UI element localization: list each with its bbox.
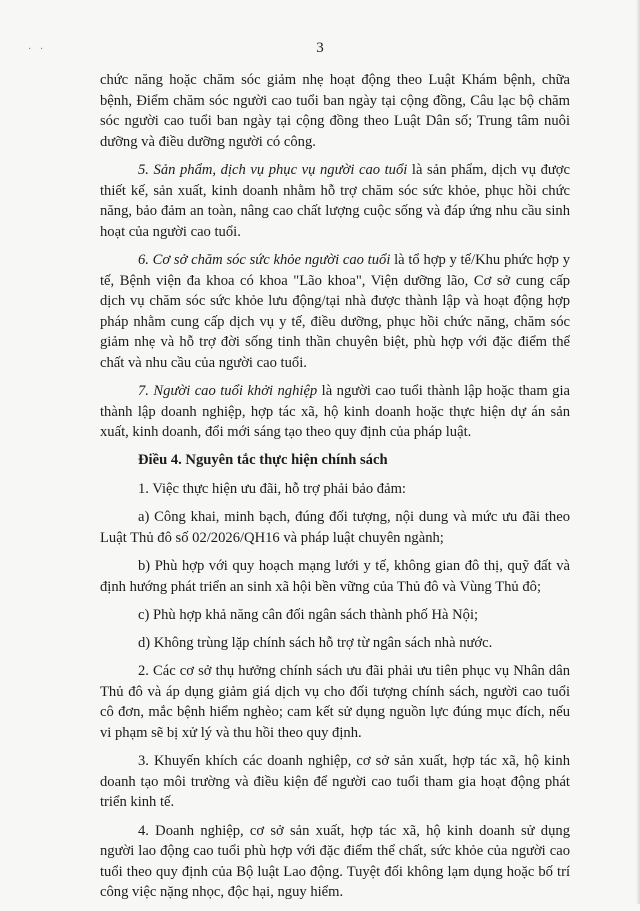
scan-edge-shadow [636,0,640,904]
clause-1b: b) Phù hợp với quy hoạch mạng lưới y tế, không gian đô thị, quỹ đất và định hướng phát triển an sinh xã hội bền vững của Thủ đô và Vùng Thủ đô; [100,558,570,595]
clause-1: 1. Việc thực hiện ưu đãi, hỗ trợ phải bảo đảm: [138,481,406,498]
clause-1c: c) Phù hợp khả năng cân đối ngân sách thành phố Hà Nội; [138,606,479,623]
definition-term: 5. Sản phẩm, dịch vụ phục vụ người cao tuổi [138,161,408,178]
paragraph-continuation: chức năng hoặc chăm sóc giảm nhẹ hoạt động theo Luật Khám bệnh, chữa bệnh, Điểm chăm sóc người cao tuổi ban ngày tại cộng đồng, Câu lạc bộ chăm sóc người cao tuổi ban ngày tại cộng đồng theo Luật Dân số; Trung tâm nuôi dưỡng và điều dưỡng người có công. [100,72,570,150]
article-4-heading: Điều 4. Nguyên tắc thực hiện chính sách [138,452,388,469]
clause-1a: a) Công khai, minh bạch, đúng đối tượng, nội dung và mức ưu đãi theo Luật Thủ đô số 02/2026/QH16 và pháp luật chuyên ngành; [100,509,570,546]
page-number: 3 [316,40,324,56]
definition-term: 7. Người cao tuổi khởi nghiệp [138,383,318,400]
definition-7 [100,381,570,443]
definition-5 [100,160,570,242]
clause-4: 4. Doanh nghiệp, cơ sở sản xuất, hợp tác xã, hộ kinh doanh sử dụng người lao động cao tuổi phù hợp với đặc điểm thể chất, sức khỏe của người cao tuổi theo quy định của Bộ luật Lao động. Tuyệt đối không lạm dụng hoặc bố trí công việc nặng nhọc, độc hại, nguy hiểm. [100,822,570,901]
clause-1d: d) Không trùng lặp chính sách hỗ trợ từ ngân sách nhà nước. [138,635,493,651]
scan-speck: · · [28,44,47,55]
clause-3: 3. Khuyến khích các doanh nghiệp, cơ sở sản xuất, hợp tác xã, hộ kinh doanh tạo môi trường và điều kiện để người cao tuổi tham gia hoạt động phát triển kinh tế. [100,753,570,811]
definition-text: là người cao tuổi thành lập hoặc tham gia thành lập doanh nghiệp, hợp tác xã, hộ kinh doanh hoặc thực hiện dự án sản xuất, kinh doanh, đổi mới sáng tạo theo quy định của pháp luật. [100,383,570,441]
definition-text: là sản phẩm, dịch vụ được thiết kế, sản xuất, kinh doanh nhằm hỗ trợ chăm sóc sức khỏe, phục hồi chức năng, bảo đảm an toàn, nâng cao chất lượng cuộc sống và đáp ứng nhu cầu sinh hoạt của người cao tuổi. [100,161,570,240]
definition-term: 6. Cơ sở chăm sóc sức khỏe người cao tuổi [138,251,391,268]
document-body [100,70,570,911]
definition-6 [100,250,570,374]
clause-2: 2. Các cơ sở thụ hưởng chính sách ưu đãi phải ưu tiên phục vụ Nhân dân Thủ đô và áp dụng giảm giá dịch vụ cho đối tượng chính sách, người cao tuổi cô đơn, mắc bệnh hiểm nghèo; cam kết sử dụng nguồn lực đúng mục đích, nếu vi phạm sẽ bị xử lý và thu hồi theo quy định. [100,663,570,741]
definition-text: là tổ hợp y tế/Khu phức hợp y tế, Bệnh viện đa khoa có khoa "Lão khoa", Viện dưỡng lão, Cơ sở cung cấp dịch vụ chăm sóc sức khỏe lưu động/tại nhà được thành lập và hoạt động hợp pháp nhằm cung cấp dịch vụ y tế, điều dưỡng, phục hồi chức năng, chăm sóc giảm nhẹ và hỗ trợ đời sống tinh thần chuyên biệt, phù hợp với đặc điểm thể chất và nhu cầu của người cao tuổi. [100,251,570,371]
